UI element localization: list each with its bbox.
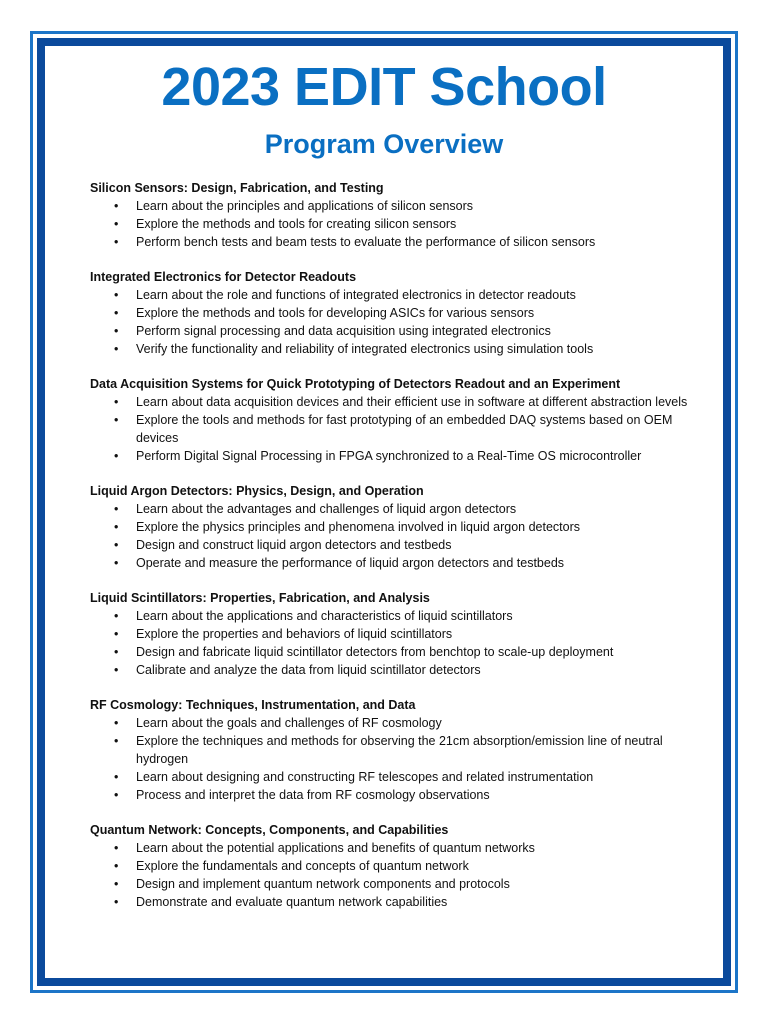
bullet-icon: •	[114, 395, 119, 409]
bullet-icon: •	[114, 663, 119, 677]
list-item-text: Design and fabricate liquid scintillator detectors from benchtop to scale-up deployment	[136, 645, 614, 659]
list-item-text: Explore the tools and methods for fast prototyping of an embedded DAQ systems based on OEM devices	[136, 413, 673, 445]
list-item	[90, 304, 690, 322]
list-item-text: Calibrate and analyze the data from liquid scintillator detectors	[136, 663, 481, 677]
list-item	[90, 732, 690, 768]
list-item	[90, 286, 690, 304]
bullet-list	[90, 607, 690, 679]
bullet-icon: •	[114, 235, 119, 249]
list-item-text: Design and implement quantum network components and protocols	[136, 877, 510, 891]
section-heading: Liquid Scintillators: Properties, Fabrication, and Analysis	[90, 591, 430, 605]
bullet-icon: •	[114, 413, 119, 427]
list-item	[90, 536, 690, 554]
list-item	[90, 768, 690, 786]
list-item-text: Verify the functionality and reliability of integrated electronics using simulation tools	[136, 342, 594, 356]
bullet-icon: •	[114, 788, 119, 802]
list-item	[90, 857, 690, 875]
list-item	[90, 839, 690, 857]
list-item	[90, 197, 690, 215]
list-item	[90, 643, 690, 661]
program-section	[90, 589, 690, 679]
bullet-icon: •	[114, 342, 119, 356]
section-heading: Liquid Argon Detectors: Physics, Design, and Operation	[90, 484, 424, 498]
section-heading: Data Acquisition Systems for Quick Prototyping of Detectors Readout and an Experiment	[90, 377, 621, 391]
list-item	[90, 554, 690, 572]
list-item	[90, 340, 690, 358]
bullet-icon: •	[114, 645, 119, 659]
list-item-text: Learn about the potential applications and benefits of quantum networks	[136, 841, 535, 855]
program-sections	[90, 179, 690, 928]
list-item-text: Learn about data acquisition devices and their efficient use in software at different abstraction levels	[136, 395, 688, 409]
list-item	[90, 875, 690, 893]
list-item-text: Learn about designing and constructing RF telescopes and related instrumentation	[136, 770, 594, 784]
list-item	[90, 607, 690, 625]
bullet-icon: •	[114, 770, 119, 784]
bullet-icon: •	[114, 520, 119, 534]
list-item-text: Learn about the advantages and challenges of liquid argon detectors	[136, 502, 517, 516]
list-item-text: Explore the fundamentals and concepts of quantum network	[136, 859, 469, 873]
bullet-list	[90, 839, 690, 911]
list-item	[90, 233, 690, 251]
list-item-text: Process and interpret the data from RF cosmology observations	[136, 788, 490, 802]
section-heading: Integrated Electronics for Detector Readouts	[90, 270, 357, 284]
bullet-list	[90, 393, 690, 465]
bullet-icon: •	[114, 288, 119, 302]
list-item	[90, 322, 690, 340]
list-item-text: Operate and measure the performance of liquid argon detectors and testbeds	[136, 556, 565, 570]
bullet-list	[90, 197, 690, 251]
section-heading: RF Cosmology: Techniques, Instrumentation, and Data	[90, 698, 416, 712]
bullet-list	[90, 500, 690, 572]
list-item-text: Learn about the principles and applications of silicon sensors	[136, 199, 474, 213]
list-item	[90, 625, 690, 643]
list-item	[90, 447, 690, 465]
program-section	[90, 482, 690, 572]
list-item-text: Explore the methods and tools for developing ASICs for various sensors	[136, 306, 535, 320]
program-section	[90, 821, 690, 911]
program-section	[90, 696, 690, 804]
bullet-icon: •	[114, 217, 119, 231]
page-subtitle: Program Overview	[264, 129, 504, 159]
section-heading: Quantum Network: Concepts, Components, and Capabilities	[90, 823, 449, 837]
bullet-icon: •	[114, 609, 119, 623]
program-section	[90, 375, 690, 465]
list-item-text: Learn about the goals and challenges of RF cosmology	[136, 716, 442, 730]
bullet-icon: •	[114, 895, 119, 909]
bullet-icon: •	[114, 324, 119, 338]
list-item	[90, 411, 690, 447]
list-item-text: Perform bench tests and beam tests to evaluate the performance of silicon sensors	[136, 235, 596, 249]
bullet-list	[90, 714, 690, 804]
list-item-text: Perform Digital Signal Processing in FPGA synchronized to a Real-Time OS microcontroller	[136, 449, 642, 463]
bullet-icon: •	[114, 556, 119, 570]
section-heading: Silicon Sensors: Design, Fabrication, and Testing	[90, 181, 384, 195]
bullet-icon: •	[114, 306, 119, 320]
list-item	[90, 518, 690, 536]
list-item	[90, 393, 690, 411]
list-item	[90, 714, 690, 732]
list-item-text: Explore the properties and behaviors of liquid scintillators	[136, 627, 453, 641]
list-item-text: Demonstrate and evaluate quantum network capabilities	[136, 895, 448, 909]
bullet-icon: •	[114, 502, 119, 516]
list-item-text: Perform signal processing and data acquisition using integrated electronics	[136, 324, 551, 338]
list-item-text: Learn about the applications and characteristics of liquid scintillators	[136, 609, 513, 623]
page-title: 2023 EDIT School	[161, 57, 607, 117]
bullet-list	[90, 286, 690, 358]
bullet-icon: •	[114, 449, 119, 463]
list-item-text: Explore the physics principles and phenomena involved in liquid argon detectors	[136, 520, 581, 534]
list-item-text: Learn about the role and functions of integrated electronics in detector readouts	[136, 288, 576, 302]
bullet-icon: •	[114, 734, 119, 748]
program-section	[90, 179, 690, 251]
list-item	[90, 893, 690, 911]
program-section	[90, 268, 690, 358]
bullet-icon: •	[114, 859, 119, 873]
bullet-icon: •	[114, 716, 119, 730]
bullet-icon: •	[114, 538, 119, 552]
list-item	[90, 661, 690, 679]
bullet-icon: •	[114, 627, 119, 641]
bullet-icon: •	[114, 841, 119, 855]
list-item	[90, 500, 690, 518]
list-item	[90, 786, 690, 804]
list-item-text: Explore the techniques and methods for observing the 21cm absorption/emission line of neutral hydrogen	[136, 734, 663, 766]
list-item-text: Design and construct liquid argon detectors and testbeds	[136, 538, 452, 552]
list-item	[90, 215, 690, 233]
list-item-text: Explore the methods and tools for creating silicon sensors	[136, 217, 457, 231]
bullet-icon: •	[114, 877, 119, 891]
bullet-icon: •	[114, 199, 119, 213]
